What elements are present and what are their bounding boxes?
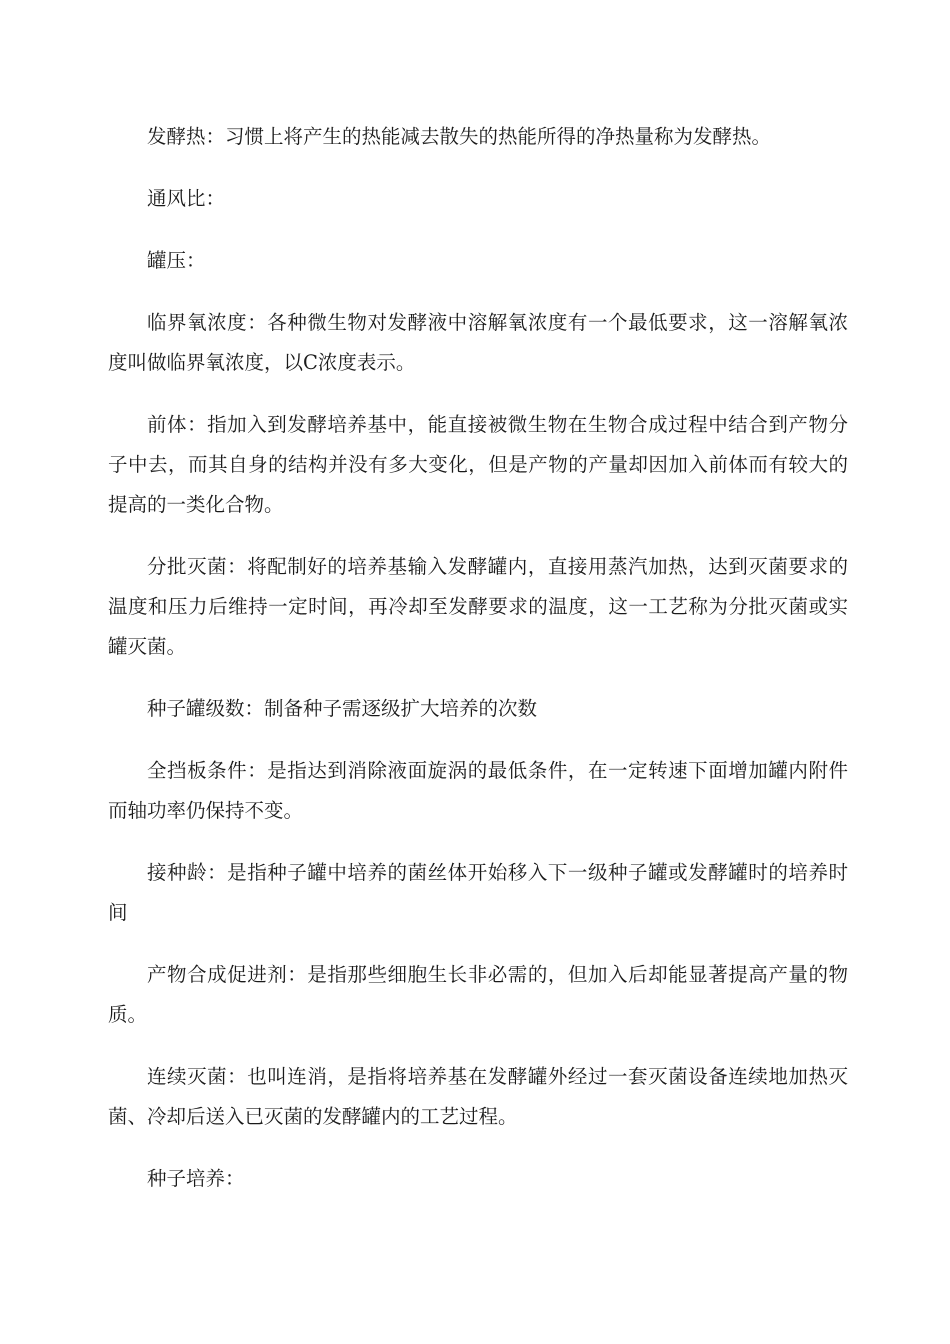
definition-paragraph: 连续灭菌：也叫连消，是指将培养基在发酵罐外经过一套灭菌设备连续地加热灭菌、冷却后送入已灭菌的发酵罐内的工艺过程。 xyxy=(108,1065,848,1128)
definition-paragraph: 种子罐级数：制备种子需逐级扩大培养的次数 xyxy=(147,697,538,720)
definition-paragraph: 分批灭菌：将配制好的培养基输入发酵罐内，直接用蒸汽加热，达到灭菌要求的温度和压力后维持一定时间，再冷却至发酵要求的温度，这一工艺称为分批灭菌或实罐灭菌。 xyxy=(108,555,848,658)
definition-paragraph: 发酵热：习惯上将产生的热能减去散失的热能所得的净热量称为发酵热。 xyxy=(147,125,772,148)
definition-paragraph: 接种龄：是指种子罐中培养的菌丝体开始移入下一级种子罐或发酵罐时的培养时间 xyxy=(108,861,848,924)
definition-paragraph: 产物合成促进剂：是指那些细胞生长非必需的，但加入后却能显著提高产量的物质。 xyxy=(108,963,848,1026)
definition-paragraph: 临界氧浓度：各种微生物对发酵液中溶解氧浓度有一个最低要求，这一溶解氧浓度叫做临界氧浓度，以C浓度表示。 xyxy=(108,311,848,374)
definition-paragraph: 前体：指加入到发酵培养基中，能直接被微生物在生物合成过程中结合到产物分子中去，而其自身的结构并没有多大变化，但是产物的产量却因加入前体而有较大的提高的一类化合物。 xyxy=(108,413,848,516)
document-body xyxy=(108,117,848,1221)
definition-paragraph: 通风比： xyxy=(147,187,226,210)
definition-paragraph: 全挡板条件：是指达到消除液面旋涡的最低条件，在一定转速下面增加罐内附件而轴功率仍保持不变。 xyxy=(108,759,848,822)
definition-paragraph: 种子培养： xyxy=(147,1167,245,1190)
definition-paragraph: 罐压： xyxy=(147,249,206,272)
